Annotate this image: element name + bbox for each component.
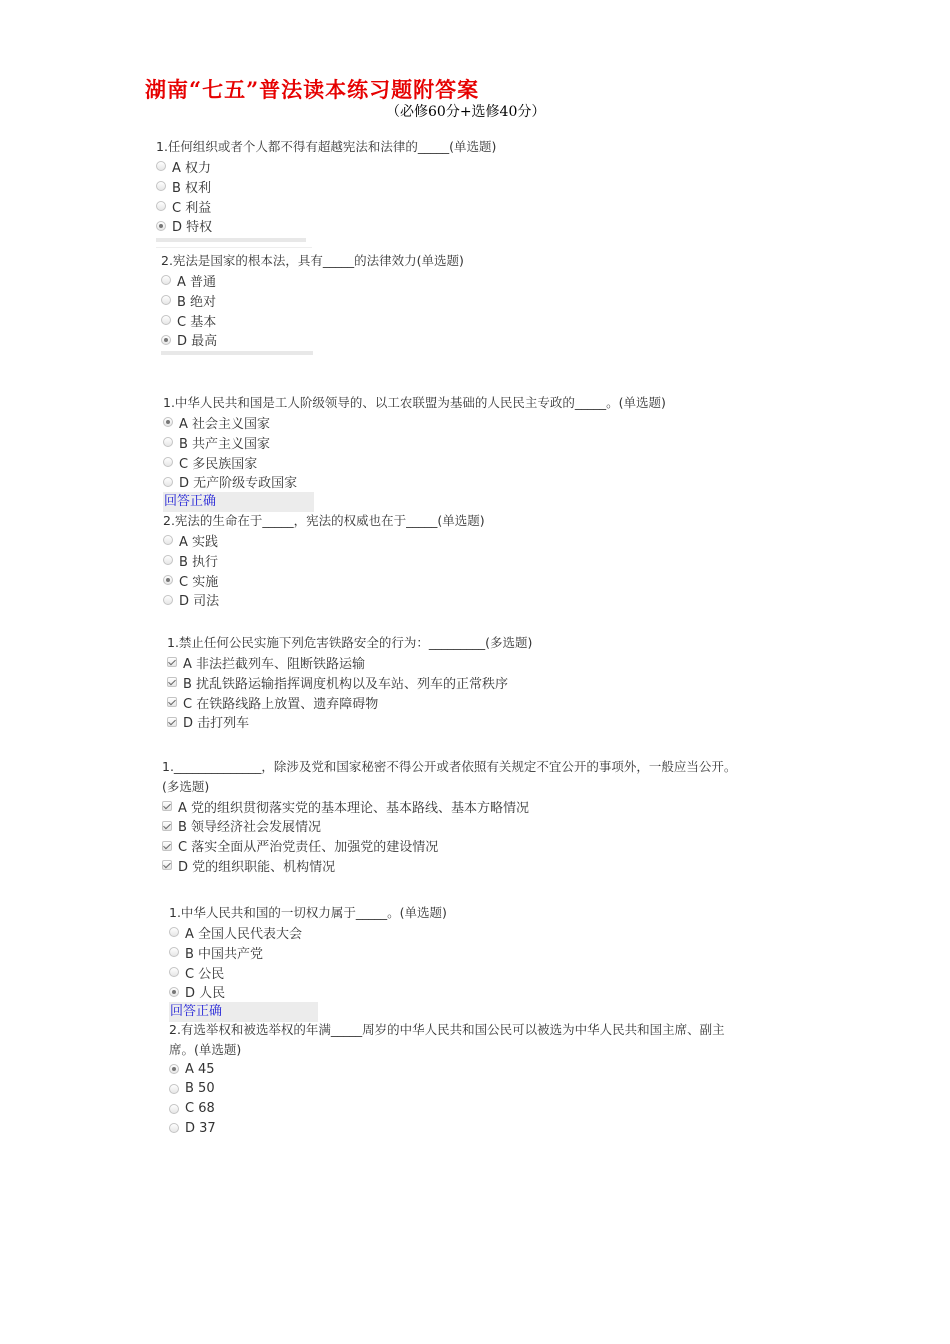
- option-label: B 扰乱铁路运输指挥调度机构以及车站、列车的正常秩序: [183, 676, 509, 692]
- option-label: A 非法拦截列车、阻断铁路运输: [183, 656, 366, 672]
- option-label: B 领导经济社会发展情况: [178, 820, 322, 836]
- radio-button[interactable]: [161, 315, 171, 325]
- option-row[interactable]: [162, 816, 736, 836]
- radio-button[interactable]: [163, 437, 173, 447]
- option-row[interactable]: [163, 531, 485, 551]
- option-row[interactable]: [167, 692, 532, 712]
- radio-button-selected[interactable]: [169, 1064, 179, 1074]
- option-label: B 权利: [172, 180, 212, 196]
- option-label: C 公民: [185, 966, 225, 982]
- option-label: D 人民: [185, 986, 226, 1002]
- radio-button[interactable]: [163, 477, 173, 487]
- option-row[interactable]: [161, 271, 464, 291]
- divider: [161, 351, 313, 355]
- option-label: A 全国人民代表大会: [185, 926, 303, 942]
- question-text: 2.有选举权和被选举权的年满_____周岁的中华人民共和国公民可以被选为中华人民共和国主席、副主: [169, 1022, 725, 1037]
- option-label: C 基本: [177, 314, 217, 330]
- question-block: [161, 251, 464, 355]
- question-block: [156, 137, 496, 242]
- option-label: D 司法: [179, 594, 220, 610]
- option-label: A 权力: [172, 160, 212, 176]
- option-label: A 社会主义国家: [179, 416, 271, 432]
- option-row[interactable]: [163, 590, 485, 610]
- option-label: C 多民族国家: [179, 456, 258, 472]
- radio-button[interactable]: [163, 535, 173, 545]
- option-label: B 绝对: [177, 294, 217, 310]
- radio-button[interactable]: [156, 161, 166, 171]
- question-block: [163, 393, 666, 512]
- option-row[interactable]: [169, 962, 447, 982]
- question-text: 1.中华人民共和国是工人阶级领导的、以工农联盟为基础的人民民主专政的_____。(单选题): [163, 395, 666, 410]
- checkbox-checked[interactable]: [167, 717, 177, 727]
- radio-button[interactable]: [163, 457, 173, 467]
- divider: [156, 238, 306, 242]
- option-row[interactable]: [156, 196, 496, 216]
- question-text-continued: 席。(单选题): [169, 1041, 242, 1057]
- option-row[interactable]: [163, 413, 666, 433]
- radio-button-selected[interactable]: [163, 575, 173, 585]
- checkbox-checked[interactable]: [167, 657, 177, 667]
- option-label: D 最高: [177, 334, 218, 350]
- question-text: 1.禁止任何公民实施下列危害铁路安全的行为：_________(多选题): [167, 635, 533, 650]
- option-label: A 45: [185, 1061, 215, 1077]
- option-label: D 无产阶级专政国家: [179, 476, 298, 492]
- question-text: 2.宪法的生命在于_____，宪法的权威也在于_____(单选题): [163, 513, 485, 528]
- checkbox-checked[interactable]: [162, 801, 172, 811]
- radio-button[interactable]: [156, 201, 166, 211]
- document-title: 湖南“七五”普法读本练习题附答案: [145, 77, 480, 102]
- option-row[interactable]: [163, 550, 485, 570]
- option-row[interactable]: [169, 1119, 725, 1139]
- question-type: (多选题): [162, 778, 210, 794]
- radio-button[interactable]: [169, 1104, 179, 1114]
- option-row[interactable]: [162, 836, 736, 856]
- option-label: D 特权: [172, 220, 213, 236]
- option-label: A 党的组织贯彻落实党的基本理论、基本路线、基本方略情况: [178, 800, 530, 816]
- option-row[interactable]: [163, 472, 666, 492]
- question-block: [167, 633, 532, 732]
- checkbox-checked[interactable]: [167, 677, 177, 687]
- option-row[interactable]: [156, 216, 496, 236]
- option-label: D 37: [185, 1120, 216, 1136]
- option-row[interactable]: [167, 712, 532, 732]
- option-label: C 落实全面从严治党责任、加强党的建设情况: [178, 840, 439, 856]
- option-row[interactable]: [169, 923, 447, 943]
- radio-button-selected[interactable]: [169, 987, 179, 997]
- option-row[interactable]: [161, 290, 464, 310]
- question-text: 1.任何组织或者个人都不得有超越宪法和法律的_____(单选题): [156, 139, 497, 154]
- radio-button-selected[interactable]: [161, 335, 171, 345]
- option-row[interactable]: [167, 672, 532, 692]
- option-label: C 实施: [179, 574, 219, 590]
- option-label: C 在铁路线路上放置、遗弃障碍物: [183, 696, 379, 712]
- document-subtitle: （必修60分+选修40分）: [386, 104, 546, 120]
- option-label: B 中国共产党: [185, 946, 264, 962]
- option-row[interactable]: [169, 1099, 725, 1119]
- option-row[interactable]: [156, 176, 496, 196]
- checkbox-checked[interactable]: [162, 860, 172, 870]
- option-row[interactable]: [156, 157, 496, 177]
- question-block: [162, 757, 736, 875]
- question-text: 1.中华人民共和国的一切权力属于_____。(单选题): [169, 905, 447, 920]
- radio-button[interactable]: [161, 275, 171, 285]
- checkbox-checked[interactable]: [162, 821, 172, 831]
- radio-button[interactable]: [163, 595, 173, 605]
- answer-status: 回答正确: [163, 492, 314, 512]
- option-row[interactable]: [161, 310, 464, 330]
- radio-button[interactable]: [169, 1084, 179, 1094]
- question-block: [169, 903, 447, 1022]
- option-row[interactable]: [169, 982, 447, 1002]
- question-block: [163, 511, 485, 610]
- option-label: C 利益: [172, 200, 212, 216]
- option-label: D 党的组织职能、机构情况: [178, 859, 336, 875]
- option-row[interactable]: [167, 653, 532, 673]
- radio-button[interactable]: [169, 967, 179, 977]
- option-row[interactable]: [163, 452, 666, 472]
- answer-status: 回答正确: [169, 1002, 318, 1022]
- question-block: [169, 1020, 725, 1138]
- radio-button[interactable]: [169, 927, 179, 937]
- option-label: C 68: [185, 1101, 215, 1117]
- checkbox-checked[interactable]: [167, 697, 177, 707]
- checkbox-checked[interactable]: [162, 841, 172, 851]
- option-label: B 50: [185, 1081, 215, 1097]
- option-label: A 实践: [179, 534, 219, 550]
- option-row[interactable]: [169, 1079, 725, 1099]
- question-text: 1.______________，除涉及党和国家秘密不得公开或者依照有关规定不宜公开的事项外，一般应当公开。: [162, 759, 737, 774]
- radio-button[interactable]: [156, 181, 166, 191]
- radio-button-selected[interactable]: [163, 417, 173, 427]
- option-label: B 执行: [179, 554, 219, 570]
- option-label: B 共产主义国家: [179, 436, 271, 452]
- question-text: 2.宪法是国家的根本法，具有_____的法律效力(单选题): [161, 253, 464, 268]
- radio-button[interactable]: [161, 295, 171, 305]
- radio-button[interactable]: [169, 1123, 179, 1133]
- option-row[interactable]: [162, 796, 736, 816]
- divider: [156, 247, 312, 248]
- option-row[interactable]: [169, 942, 447, 962]
- option-label: A 普通: [177, 274, 217, 290]
- option-row[interactable]: [169, 1059, 725, 1079]
- option-row[interactable]: [162, 856, 736, 876]
- radio-button[interactable]: [169, 947, 179, 957]
- radio-button-selected[interactable]: [156, 221, 166, 231]
- option-label: D 击打列车: [183, 716, 250, 732]
- option-row[interactable]: [161, 330, 464, 350]
- option-row[interactable]: [163, 432, 666, 452]
- option-row[interactable]: [163, 570, 485, 590]
- radio-button[interactable]: [163, 555, 173, 565]
